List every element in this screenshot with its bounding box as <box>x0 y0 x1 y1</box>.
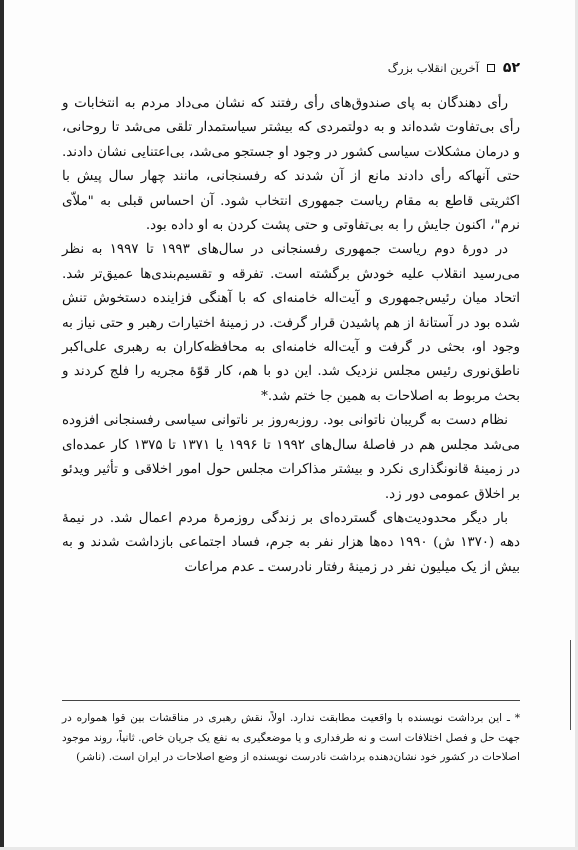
page-number: ۵۲ <box>502 60 520 76</box>
paragraph: نظام دست به گریبان ناتوانی بود. روزبه‌روز بر ناتوانی سیاسی رفسنجانی افزوده می‌شد مجلس هم در فاصلهٔ سال‌های ۱۹۹۲ تا ۱۹۹۶ یا ۱۳۷۱ تا ۱۳۷۵ کار عمده‌ای در زمینهٔ قانونگذاری نکرد و بیشتر مذاکرات مجلس حول امور اخلاقی و تأثیر ویدئو بر اخلاق عمومی دور زد. <box>62 413 521 502</box>
scan-margin-line <box>570 640 571 730</box>
book-title: آخرین انقلاب بزرگ <box>387 61 479 75</box>
paragraph: بار دیگر محدودیت‌های گسترده‌ای بر زندگی روزمرهٔ مردم اعمال شد. در نیمهٔ دهه (۱۳۷۰ ش) ۱۹۹۰ ده‌ها هزار نفر به جرم، فساد اجتماعی بازداشت شدند و به بیش از یک میلیون نفر در زمینهٔ رفتار نادرست ـ عدم مراعات <box>62 510 520 575</box>
main-text <box>62 92 520 580</box>
paragraph: رأی دهندگان به پای صندوق‌های رأی رفتند که نشان می‌داد مردم به انتخابات و رأی بی‌تفاوت شده‌اند و به دولتمردی که بیشتر سیاستمدار تلقی می‌شد تا روحانی، و درمان مشکلات سیاسی کشور در وجود او جستجو می‌شد، بی‌اعتنایی نشان دادند. حتی آنهاکه رأی دادند مانع از آن شدند که رفسنجانی، مانند چهار سال پیش با اکثریتی قاطع به مقام ریاست جمهوری انتخاب شود. آن احساس قبلی به "ملاّی نرم"، اکنون جایش را به بی‌تفاوتی و حتی پشت کردن به او داده بود. <box>62 96 520 234</box>
footnote: * ـ این برداشت نویسنده با واقعیت مطابقت ندارد. اولاً، نقش رهبری در مناقشات بین قوا همواره در جهت حل و فصل اختلافات است و نه طرفداری و یا موضعگیری به نفع یک جریان خاص. ثانیاً، روند موجود اصلاحات در کشور خود نشان‌دهنده برداشت نادرست نویسنده از وضع اصلاحات در ایران است. (ناشر) <box>62 712 520 764</box>
paragraph: در دورهٔ دوم ریاست جمهوری رفسنجانی در سال‌های ۱۹۹۳ تا ۱۹۹۷ به نظر می‌رسید انقلاب علیه خودش برگشته است. تفرقه و تقسیم‌بندی‌ها عمیق‌تر شد. اتحاد میان رئیس‌جمهوری و آیت‌اله خامنه‌ای که با آهنگی فزاینده دستخوش تنش شده بود در آستانهٔ از هم پاشیدن قرار گرفت. در زمینهٔ اختیارات رهبر و حتی نیاز به وجود او، بحثی در گرفت و آیت‌اله خامنه‌ای به محافظه‌کاران به رهبری علی‌اکبر ناطق‌نوری رئیس مجلس نزدیک شد. این دو با هم، کار قوّهٔ مجریه را فلج کردند و بحث مربوط به اصلاحات به همین جا ختم شد.* <box>62 242 520 404</box>
header-square-ornament <box>487 64 495 72</box>
footnote-divider <box>62 700 520 701</box>
running-header <box>340 56 520 80</box>
scan-left-edge <box>0 0 4 850</box>
